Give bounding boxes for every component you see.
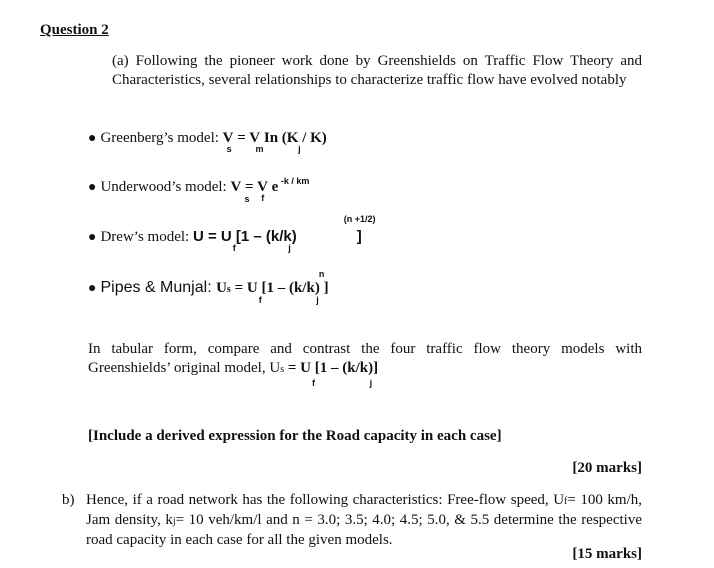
- underwood-eq: = V: [241, 179, 268, 195]
- task-j-sub: j: [369, 378, 373, 388]
- pipes-formula: U: [216, 280, 227, 296]
- part-b: [62, 491, 642, 550]
- bullet-icon: ●: [88, 131, 97, 146]
- part-b-text2: = 100 km/h, Jam density, k: [86, 492, 642, 528]
- pipes-close: ): [314, 280, 320, 296]
- task-s-sub: s: [280, 364, 285, 375]
- greenberg-label: Greenberg’s model:: [100, 130, 223, 146]
- greenberg-rest-sub: j: [298, 144, 301, 154]
- question-title: Question 2: [40, 22, 109, 38]
- drew-model: [88, 214, 376, 253]
- bullet-icon: ●: [88, 230, 97, 245]
- capacity-note: [Include a derived expression for the Road capacity in each case]: [88, 428, 502, 444]
- task-text: In tabular form, compare and contrast the four traffic flow theory models with Greenshields’ original model, U: [88, 341, 642, 376]
- pipes-k-sub: j: [316, 295, 319, 305]
- part-a-marks: [20 marks]: [572, 460, 642, 476]
- pipes-label: Pipes & Munjal:: [100, 279, 217, 296]
- greenberg-eq: = V: [233, 130, 261, 146]
- pipes-u-sub: f: [258, 295, 262, 305]
- part-b-uf-sub: f: [564, 496, 568, 507]
- part-b-label: b): [62, 492, 75, 508]
- underwood-v: V: [230, 179, 242, 195]
- pipes-s-sub: s: [226, 284, 231, 295]
- pipes-munjal-model: [88, 269, 329, 305]
- greenberg-v-sub: s: [226, 144, 232, 154]
- bullet-icon: ●: [88, 281, 97, 296]
- underwood-v-sub: s: [244, 194, 250, 204]
- drew-exponent: (n +1/2): [343, 214, 376, 224]
- greenberg-eq-sub: m: [255, 144, 264, 154]
- part-b-kj-sub: j: [172, 516, 176, 527]
- pipes-rest: [1 – (k/k: [257, 280, 315, 296]
- drew-u-sub: f: [232, 243, 236, 253]
- part-b-text: Hence, if a road network has the following characteristics: Free-flow speed, U: [86, 492, 565, 508]
- pipes-exponent: n: [318, 269, 325, 279]
- task-eq: = U: [284, 360, 311, 376]
- drew-end: ]: [356, 228, 362, 245]
- bullet-icon: ●: [88, 180, 97, 195]
- greenberg-rest: In (K: [260, 130, 299, 146]
- task-f-sub: f: [311, 378, 315, 388]
- drew-label: Drew’s model:: [100, 229, 193, 245]
- task-rest: [1 – (k/k: [310, 360, 369, 376]
- pipes-eq: = U: [230, 280, 258, 296]
- task-end: )]: [368, 360, 379, 376]
- greenberg-model: [88, 130, 327, 154]
- pipes-end: ]: [319, 280, 329, 296]
- underwood-exponent: -k / km: [280, 176, 310, 186]
- part-b-text3: = 10 veh/km/l and n = 3.0; 3.5; 4.0; 4.5; 5.0, & 5.5 determine the respective road capacity in each case for all the given models.: [86, 512, 642, 548]
- part-a-task: [88, 340, 642, 388]
- greenberg-end: / K): [298, 130, 327, 146]
- drew-formula: U = U: [192, 228, 232, 245]
- underwood-eq-sub: f: [261, 193, 265, 203]
- underwood-label: Underwood’s model:: [100, 179, 231, 195]
- drew-rest: [1 – (k/k): [231, 228, 297, 245]
- part-b-marks: [15 marks]: [572, 546, 642, 562]
- drew-k-sub: j: [288, 243, 291, 253]
- part-a-intro: (a) Following the pioneer work done by Greenshields on Traffic Flow Theory and Characteristics, several relationships to characterize traffic flow have evolved notably: [112, 53, 642, 88]
- greenberg-v: V: [222, 130, 234, 146]
- underwood-model: [88, 176, 310, 204]
- underwood-exp-base: e: [267, 179, 279, 195]
